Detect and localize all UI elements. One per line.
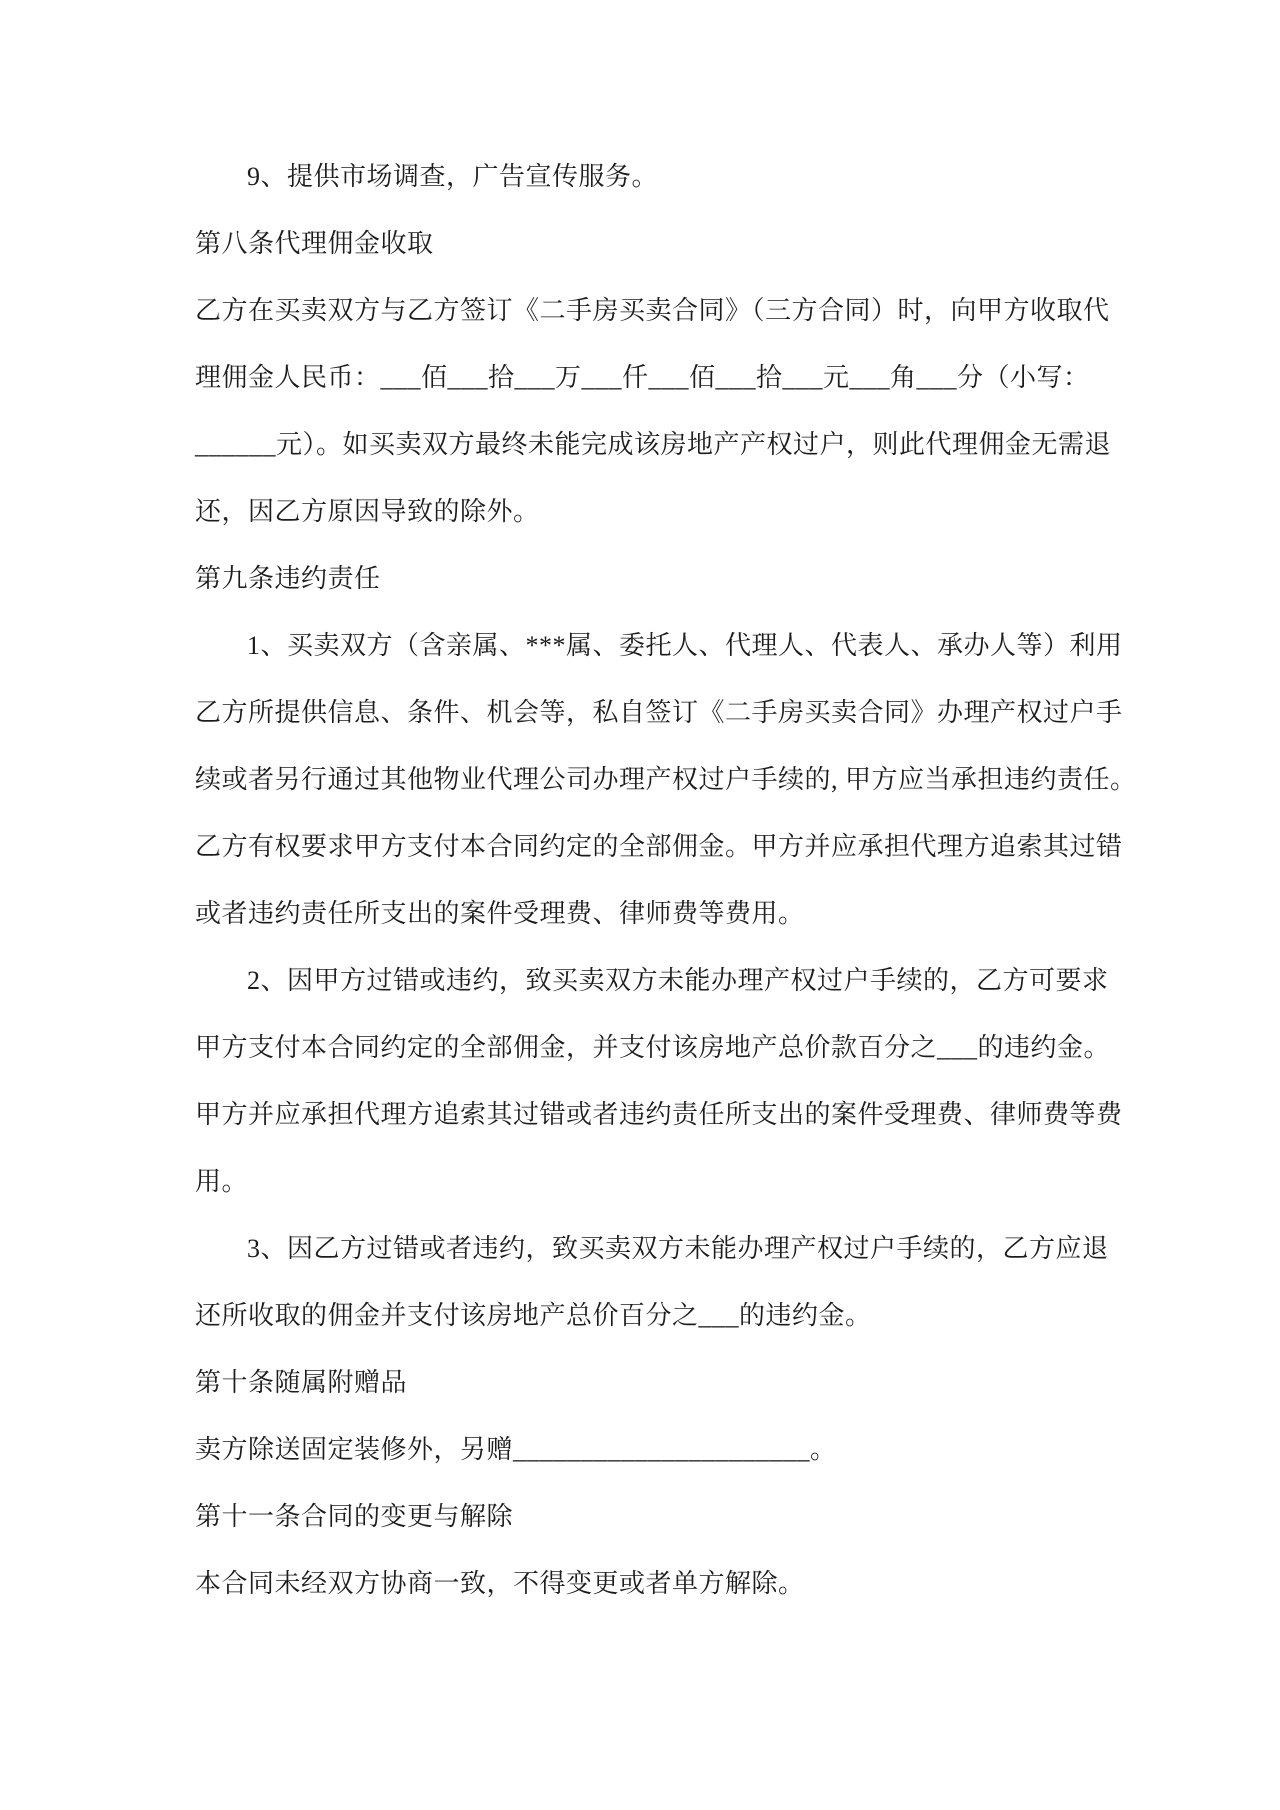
clause-9-item-1-line-4: 乙方有权要求甲方支付本合同约定的全部佣金。甲方并应承担代理方追索其过错 [195,832,1123,861]
clause-8-body-line-3: ______元）。如买卖双方最终未能完成该房地产产权过户，则此代理佣金无需退 [195,430,1112,459]
clause-9-heading: 第九条违约责任 [195,564,381,593]
contract-body [195,143,1137,1617]
clause-10-body-gift-blank: 卖方除送固定装修外，另赠______________________。 [195,1435,837,1464]
clause-9-item-2-line-1: 2、因甲方过错或违约，致买卖双方未能办理产权过户手续的，乙方可要求 [247,966,1109,995]
clause-9-item-1-line-1: 1、买卖双方（含亲属、***属、委托人、代理人、代表人、承办人等）利用 [247,631,1123,660]
clause-8-heading: 第八条代理佣金收取 [195,229,434,258]
clause-9-item-1-line-2: 乙方所提供信息、条件、机会等，私自签订《二手房买卖合同》办理产权过户手 [195,698,1123,727]
clause-8-body-line-4: 还，因乙方原因导致的除外。 [195,497,540,526]
service-item-9: 9、提供市场调查，广告宣传服务。 [247,162,659,191]
clause-9-item-1-line-3: 续或者另行通过其他物业代理公司办理产权过户手续的, 甲方应当承担违约责任。 [195,765,1137,794]
clause-9-item-2-line-3: 甲方并应承担代理方追索其过错或者违约责任所支出的案件受理费、律师费等费 [195,1100,1123,1129]
clause-11-body: 本合同未经双方协商一致，不得变更或者单方解除。 [195,1569,805,1598]
clause-9-item-2-line-4: 用。 [195,1167,249,1196]
clause-9-item-1-line-5: 或者违约责任所支出的案件受理费、律师费等费用。 [195,899,805,928]
clause-9-item-3-line-2-penalty-blank: 还所收取的佣金并支付该房地产总价百分之___的违约金。 [195,1301,872,1330]
clause-8-body-line-1: 乙方在买卖双方与乙方签订《二手房买卖合同》（三方合同）时，向甲方收取代 [195,296,1110,325]
clause-9-item-3-line-1: 3、因乙方过错或者违约，致买卖双方未能办理产权过户手续的，乙方应退 [247,1234,1109,1263]
clause-11-heading: 第十一条合同的变更与解除 [195,1502,514,1531]
clause-8-body-line-2-commission-blanks: 理佣金人民币：___佰___拾___万___仟___佰___拾___元___角___分（小写： [195,363,1090,392]
clause-10-heading: 第十条随属附赠品 [195,1368,408,1397]
clause-9-item-2-line-2-penalty-blank: 甲方支付本合同约定的全部佣金，并支付该房地产总价款百分之___的违约金。 [195,1033,1111,1062]
